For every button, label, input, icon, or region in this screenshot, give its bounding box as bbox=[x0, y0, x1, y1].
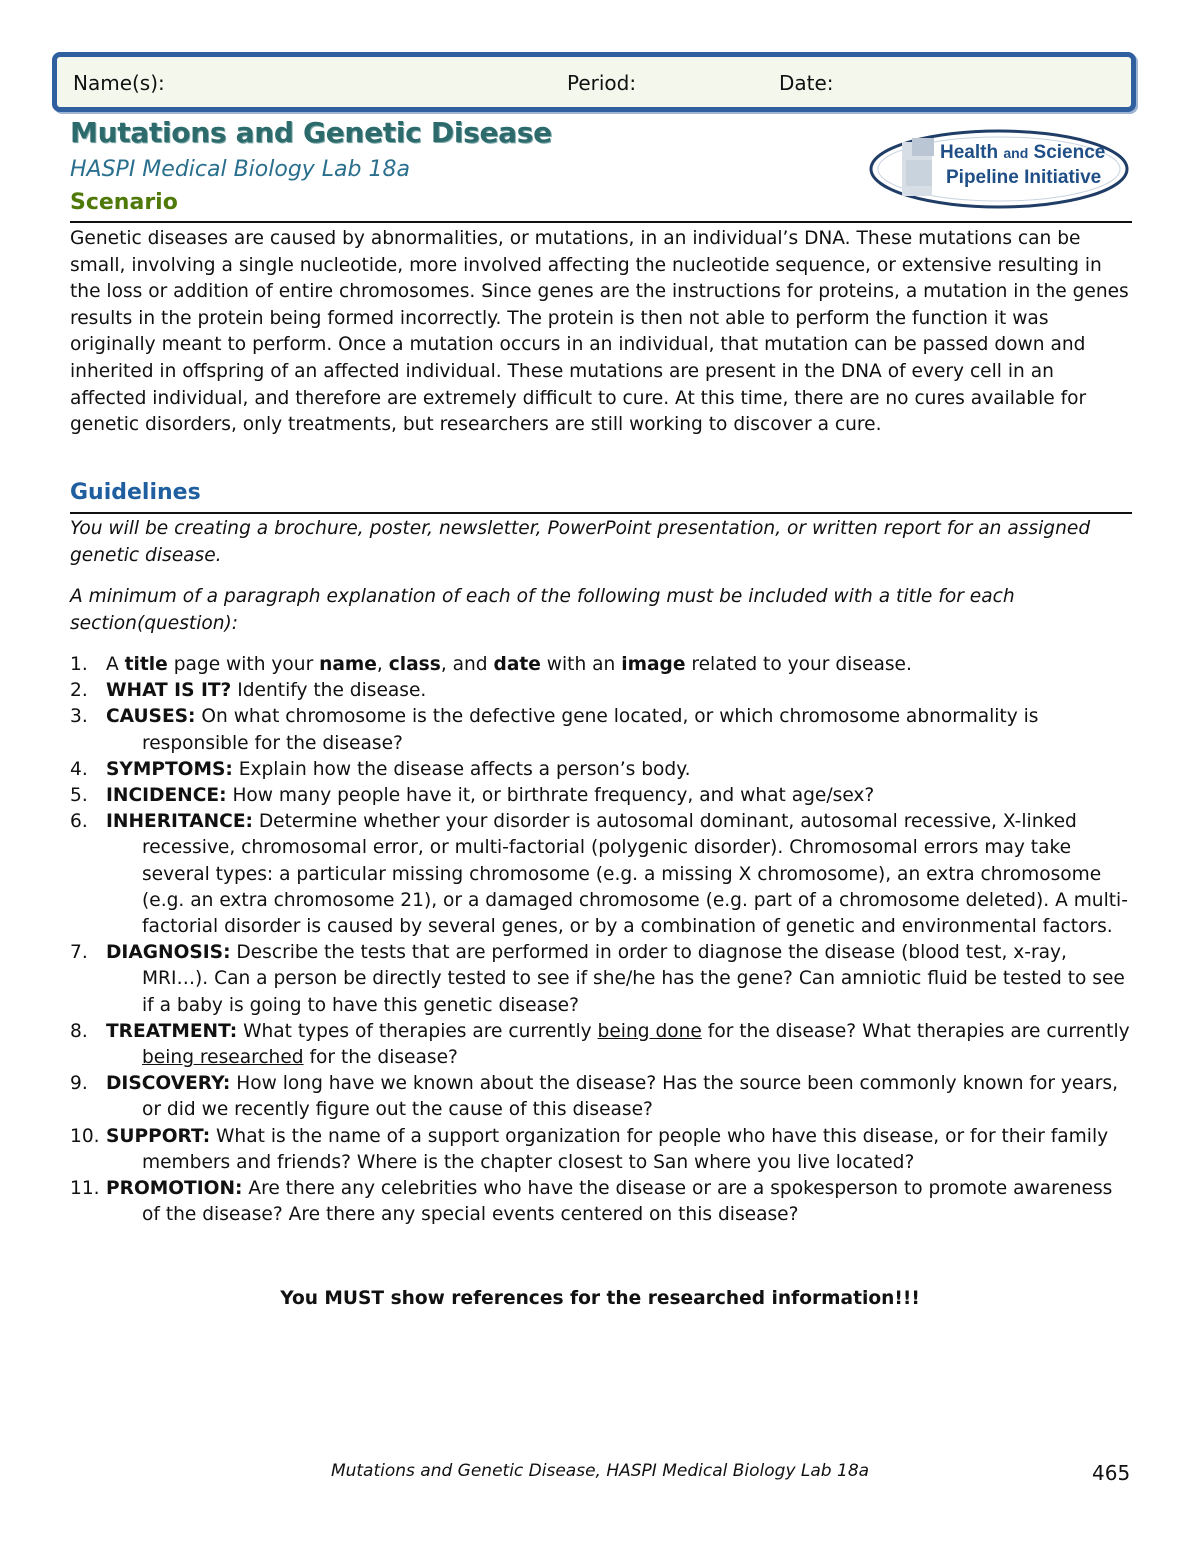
list-item: 3. CAUSES: On what chromosome is the defective gene located, or which chromosome abnormality is responsible for the disease? bbox=[70, 706, 1039, 754]
list-item: 4. SYMPTOMS: Explain how the disease affects a person’s body. bbox=[70, 758, 691, 780]
scenario-heading: Scenario bbox=[70, 190, 178, 215]
scenario-paragraph: Genetic diseases are caused by abnormalities, or mutations, in an individual’s DNA. These mutations can be small, involving a single nucleotide, more involved affecting the nucleotide sequence, or extensive resulting in the loss or addition of entire chromosomes. Since genes are the instructions for proteins, a mutation in the genes results in the protein being formed incorrectly. The protein is then not able to perform the function it was originally meant to perform. Once a mutation occurs in an individual, that mutation can be passed down and inherited in offspring of an affected individual. These mutations are present in the DNA of every cell in an affected individual, and therefore are extremely difficult to cure. At this time, there are no cures available for genetic disorders, only treatments, but researchers are still working to discover a cure. bbox=[70, 228, 1129, 436]
haspi-logo bbox=[868, 128, 1130, 210]
page-footer: Mutations and Genetic Disease, HASPI Medical Biology Lab 18a bbox=[330, 1461, 870, 1481]
page-number: 465 bbox=[1092, 1461, 1131, 1485]
list-item: 6. INHERITANCE: Determine whether your disorder is autosomal dominant, autosomal recessive, X-linked recessive, chromosomal error, or multi-factorial (polygenic disorder). Chromosomal errors may take several types: a particular missing chromosome (e.g. a missing X chromosome), an extra chromosome (e.g. an extra chromosome 21), or a damaged chromosome (e.g. part of a chromosome deleted). A multi-factorial disorder is caused by several genes, or by a combination of genetic and environmental factors. bbox=[70, 811, 1128, 938]
date-label: Date: bbox=[779, 71, 834, 95]
requirements-list bbox=[70, 652, 1134, 1228]
list-item: 5. INCIDENCE: How many people have it, or birthrate frequency, and what age/sex? bbox=[70, 785, 875, 807]
references-note: You MUST show references for the researched information!!! bbox=[280, 1288, 920, 1309]
svg-text:Health and Science bbox=[940, 142, 1105, 163]
logo-word-and: and bbox=[1003, 145, 1029, 161]
list-item: 2. WHAT IS IT? Identify the disease. bbox=[70, 680, 427, 702]
list-item: 9. DISCOVERY: How long have we known about the disease? Has the source been commonly known for years, or did we recently figure out the cause of this disease? bbox=[70, 1073, 1118, 1121]
name-label: Name(s): bbox=[73, 71, 165, 95]
list-item: 11. PROMOTION: Are there any celebrities who have the disease or are a spokesperson to promote awareness of the disease? Are there any special events centered on this disease? bbox=[70, 1178, 1113, 1226]
guidelines-instruction: A minimum of a paragraph explanation of each of the following must be included with a title for each section(question): bbox=[70, 586, 1015, 634]
list-item: 10. SUPPORT: What is the name of a support organization for people who have this disease, or for their family members and friends? Where is the chapter closest to San where you live located? bbox=[70, 1125, 1109, 1173]
guidelines-heading: Guidelines bbox=[70, 480, 201, 505]
scenario-rule bbox=[70, 221, 1132, 223]
guidelines-rule bbox=[70, 512, 1132, 514]
haspi-logo-image bbox=[868, 128, 1130, 210]
period-label: Period: bbox=[567, 71, 637, 95]
logo-word-health: Health bbox=[940, 142, 999, 163]
document-subtitle: HASPI Medical Biology Lab 18a bbox=[70, 157, 410, 182]
logo-word-science: Science bbox=[1033, 142, 1106, 163]
list-item: 1. A title page with your name, class, and date with an image related to your disease. bbox=[70, 654, 912, 675]
list-item: 7. DIAGNOSIS: Describe the tests that are performed in order to diagnose the disease (blood test, x-ray, MRI…). Can a person be directly tested to see if she/he has the gene? Can amniotic fluid be tested to see if a baby is going to have this genetic disease? bbox=[70, 942, 1125, 1016]
name-period-date-box bbox=[52, 52, 1136, 112]
logo-line-2: Pipeline Initiative bbox=[946, 167, 1102, 188]
list-item: 8. TREATMENT: What types of therapies are currently being done for the disease? What therapies are currently being researched for the disease? bbox=[70, 1020, 1130, 1069]
guidelines-intro: You will be creating a brochure, poster, newsletter, PowerPoint presentation, or written report for an assigned genetic disease. bbox=[70, 518, 1091, 566]
document-title: Mutations and Genetic Disease bbox=[70, 116, 552, 149]
